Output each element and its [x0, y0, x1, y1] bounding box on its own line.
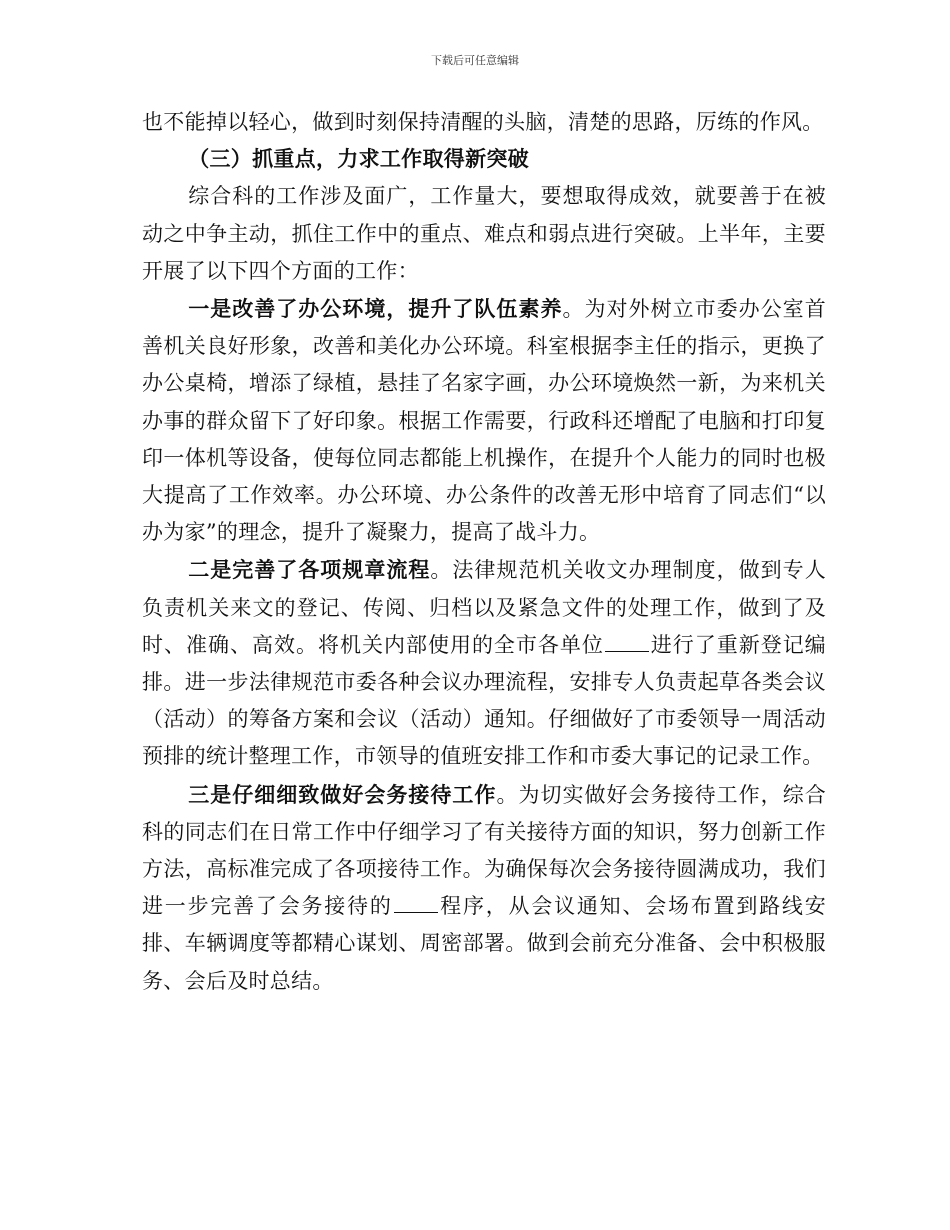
fill-blank-line	[605, 629, 649, 652]
paragraph-continuation: 也不能掉以轻心，做到时刻保持清醒的头脑，清楚的思路，厉练的作风。	[142, 110, 824, 134]
paragraph-item-three	[142, 776, 826, 1000]
header-text: 下载后可任意编辑	[431, 54, 519, 67]
item-one-text: 。为对外树立市委办公室首善机关良好形象，改善和美化办公环境。科室根据李主任的指示，更换了办公桌椅，增添了绿植，悬挂了名家字画，办公环境焕然一新，为来机关办事的群众留下了好印象。根据工作需要，行政科还增配了电脑和打印复印一体机等设备，使每位同志都能上机操作，在提升个人能力的同时也极大提高了工作效率。办公环境、办公条件的改善无形中培育了同志们“以办为家”的理念，提升了凝聚力，提高了战斗力。	[142, 297, 826, 545]
item-two-text-b: 进行了重新登记编排。进一步法律规范市委各种会议办理流程，安排专人负责起草各类会议（活动）的筹备方案和会议（活动）通知。仔细做好了市委领导一周活动预排的统计整理工作，市领导的值班安排工作和市委大事记的记录工作。	[142, 632, 826, 769]
item-two-lead: 二是完善了各项规章流程	[188, 557, 431, 583]
item-two-text-a: 。法律规范机关收文办理制度，做到专人负责机关来文的登记、传阅、归档以及紧急文件的处理工作，做到了及时、准确、高效。将机关内部使用的全市各单位	[142, 558, 826, 657]
section-heading: （三）抓重点，力求工作取得新突破	[188, 147, 529, 172]
fill-blank-line	[394, 890, 438, 913]
paragraph-item-one	[142, 290, 826, 551]
item-one-lead: 一是改善了办公环境，提升了队伍素养	[188, 296, 563, 322]
item-three-text-a: 。为切实做好会务接待工作，综合科的同志们在日常工作中仔细学习了有关接待方面的知识，努力创新工作方法，高标准完成了各项接待工作。为确保每次会务接待圆满成功，我们进一步完善了会务接待的	[142, 782, 827, 919]
page-header	[0, 53, 950, 69]
paragraph-item-two	[142, 551, 826, 775]
item-three-lead: 三是仔细细致做好会务接待工作	[188, 781, 497, 807]
document-body	[142, 104, 826, 1000]
item-three-text-b: 程序，从会议通知、会场布置到路线安排、车辆调度等都精心谋划、周密部署。做到会前充分准备、会中积极服务、会后及时总结。	[142, 894, 826, 993]
paragraph-intro: 综合科的工作涉及面广，工作量大，要想取得成效，就要善于在被动之中争主动，抓住工作中的重点、难点和弱点进行突破。上半年，主要开展了以下四个方面的工作：	[142, 184, 826, 283]
